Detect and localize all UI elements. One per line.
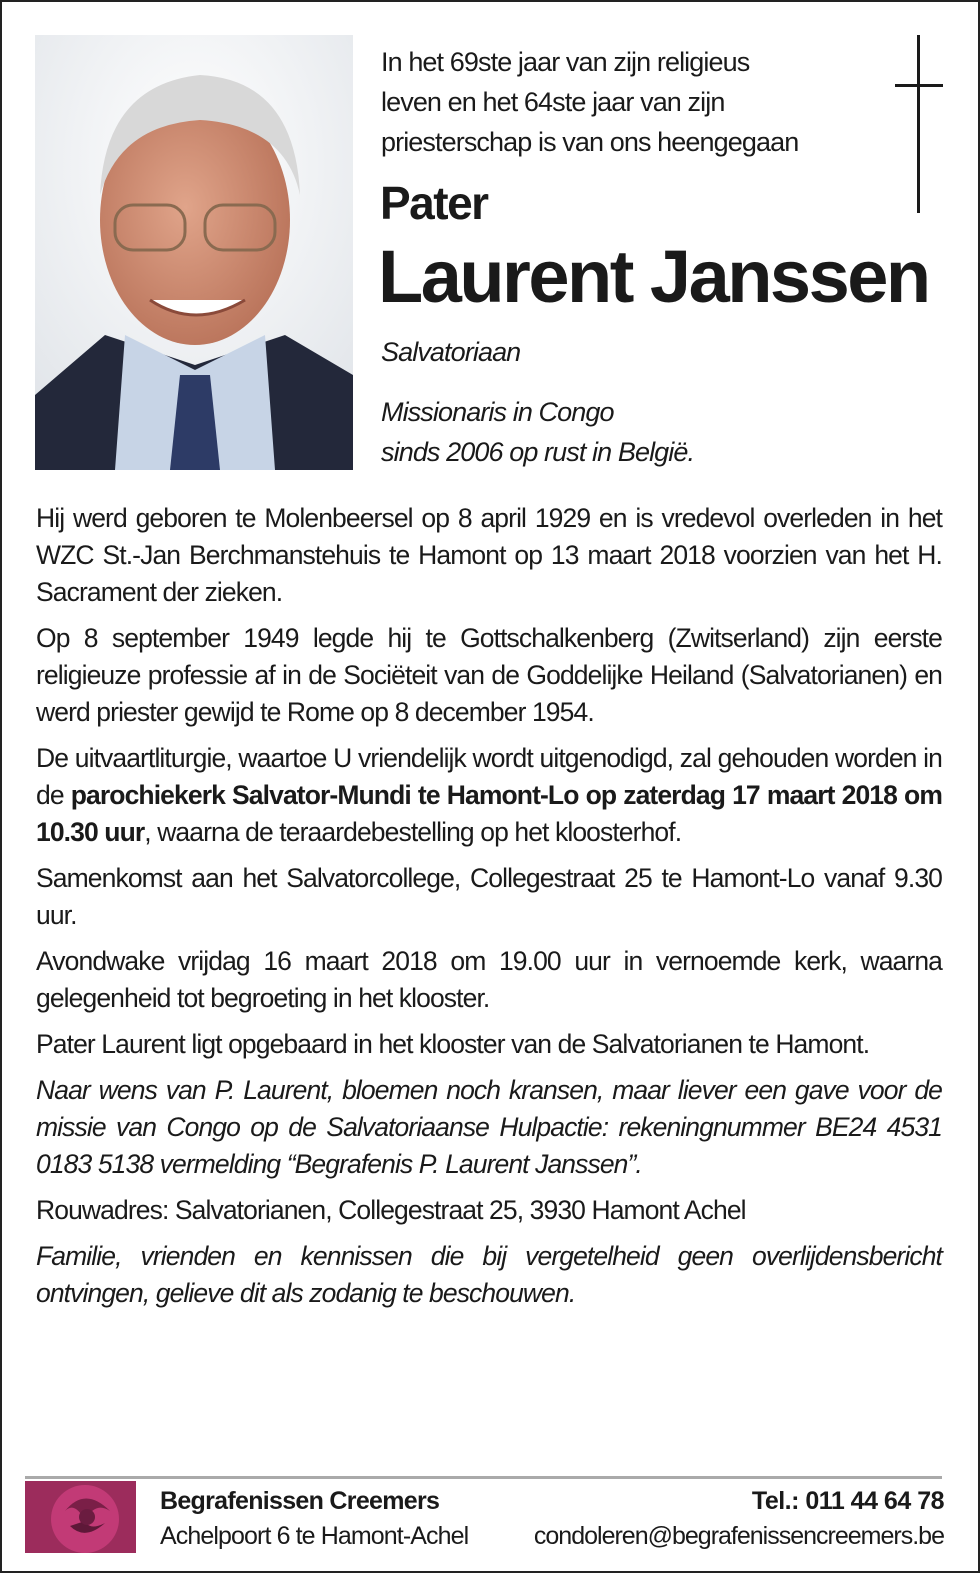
paragraph-text: , waarna de teraardebestelling op het kloosterhof.: [144, 817, 682, 847]
funeral-home-address: Achelpoort 6 te Hamont-Achel: [160, 1522, 469, 1550]
funeral-home-phone[interactable]: Tel.: 011 44 64 78: [751, 1487, 944, 1515]
paragraph-text: Hij werd geboren te Molenbeersel op 8 april 1929 en is vredevol overleden in het WZC St.-Jan Berchmanstehuis te Hamont op 13 maart 2018 voorzien van het H. Sacrament der zieken.: [36, 503, 942, 607]
funeral-home-name: Begrafenissen Creemers: [160, 1487, 440, 1515]
paragraph: [36, 620, 942, 731]
intro-line: In het 69ste jaar van zijn religieus: [381, 47, 750, 77]
rose-image: [25, 1481, 136, 1553]
intro-text: [381, 42, 798, 162]
paragraph-text: Familie, vrienden en kennissen die bij vergetelheid geen overlijdensbericht ontvingen, gelieve dit als zodanig te beschouwen.: [36, 1241, 942, 1308]
obituary-body: [36, 500, 942, 1321]
intro-line: leven en het 64ste jaar van zijn: [381, 87, 725, 117]
paragraph-text: Pater Laurent ligt opgebaard in het klooster van de Salvatorianen te Hamont.: [36, 1029, 870, 1059]
paragraph: [36, 1192, 942, 1229]
paragraph: [36, 740, 942, 851]
mission-text: [381, 392, 694, 472]
paragraph-text: Naar wens van P. Laurent, bloemen noch kransen, maar liever een gave voor de missie van Congo op de Salvatoriaanse Hulpactie: rekeningnummer BE24 4531 0183 5138 vermelding “Begrafenis P. Laurent Janssen”.: [36, 1075, 942, 1179]
paragraph-text: Samenkomst aan het Salvatorcollege, Collegestraat 25 te Hamont-Lo vanaf 9.30 uur.: [36, 863, 942, 930]
order-label: Salvatoriaan: [381, 337, 521, 367]
paragraph: [36, 1072, 942, 1183]
cross-icon: [895, 35, 943, 213]
paragraph-text: Avondwake vrijdag 16 maart 2018 om 19.00 uur in vernoemde kerk, waarna gelegenheid tot begroeting in het klooster.: [36, 946, 942, 1013]
mission-line: sinds 2006 op rust in België.: [381, 437, 695, 467]
portrait-photo: [35, 35, 353, 470]
paragraph-text: De uitvaartliturgie, waartoe U vriendelijk wordt uitgenodigd, zal gehouden worden in de: [36, 743, 942, 810]
paragraph-bold-text: parochiekerk Salvator-Mundi te Hamont-Lo op zaterdag 17 maart 2018 om 10.30 uur: [36, 780, 942, 847]
funeral-home-email[interactable]: condoleren@begrafenissencreemers.be: [533, 1522, 944, 1550]
paragraph: [36, 1026, 942, 1063]
footer-divider: [25, 1476, 942, 1479]
paragraph: [36, 943, 942, 1017]
paragraph: [36, 860, 942, 934]
mission-line: Missionaris in Congo: [381, 397, 614, 427]
deceased-name: Laurent Janssen: [378, 235, 929, 318]
title: Pater: [380, 177, 488, 229]
intro-line: priesterschap is van ons heengegaan: [381, 127, 799, 157]
paragraph-text: Op 8 september 1949 legde hij te Gottschalkenberg (Zwitserland) zijn eerste religieuze professie af in de Sociëteit van de Goddelijke Heiland (Salvatorianen) en werd priester gewijd te Rome op 8 december 1954.: [36, 623, 942, 727]
paragraph: [36, 1238, 942, 1312]
paragraph-text: Rouwadres: Salvatorianen, Collegestraat 25, 3930 Hamont Achel: [36, 1195, 746, 1225]
paragraph: [36, 500, 942, 611]
